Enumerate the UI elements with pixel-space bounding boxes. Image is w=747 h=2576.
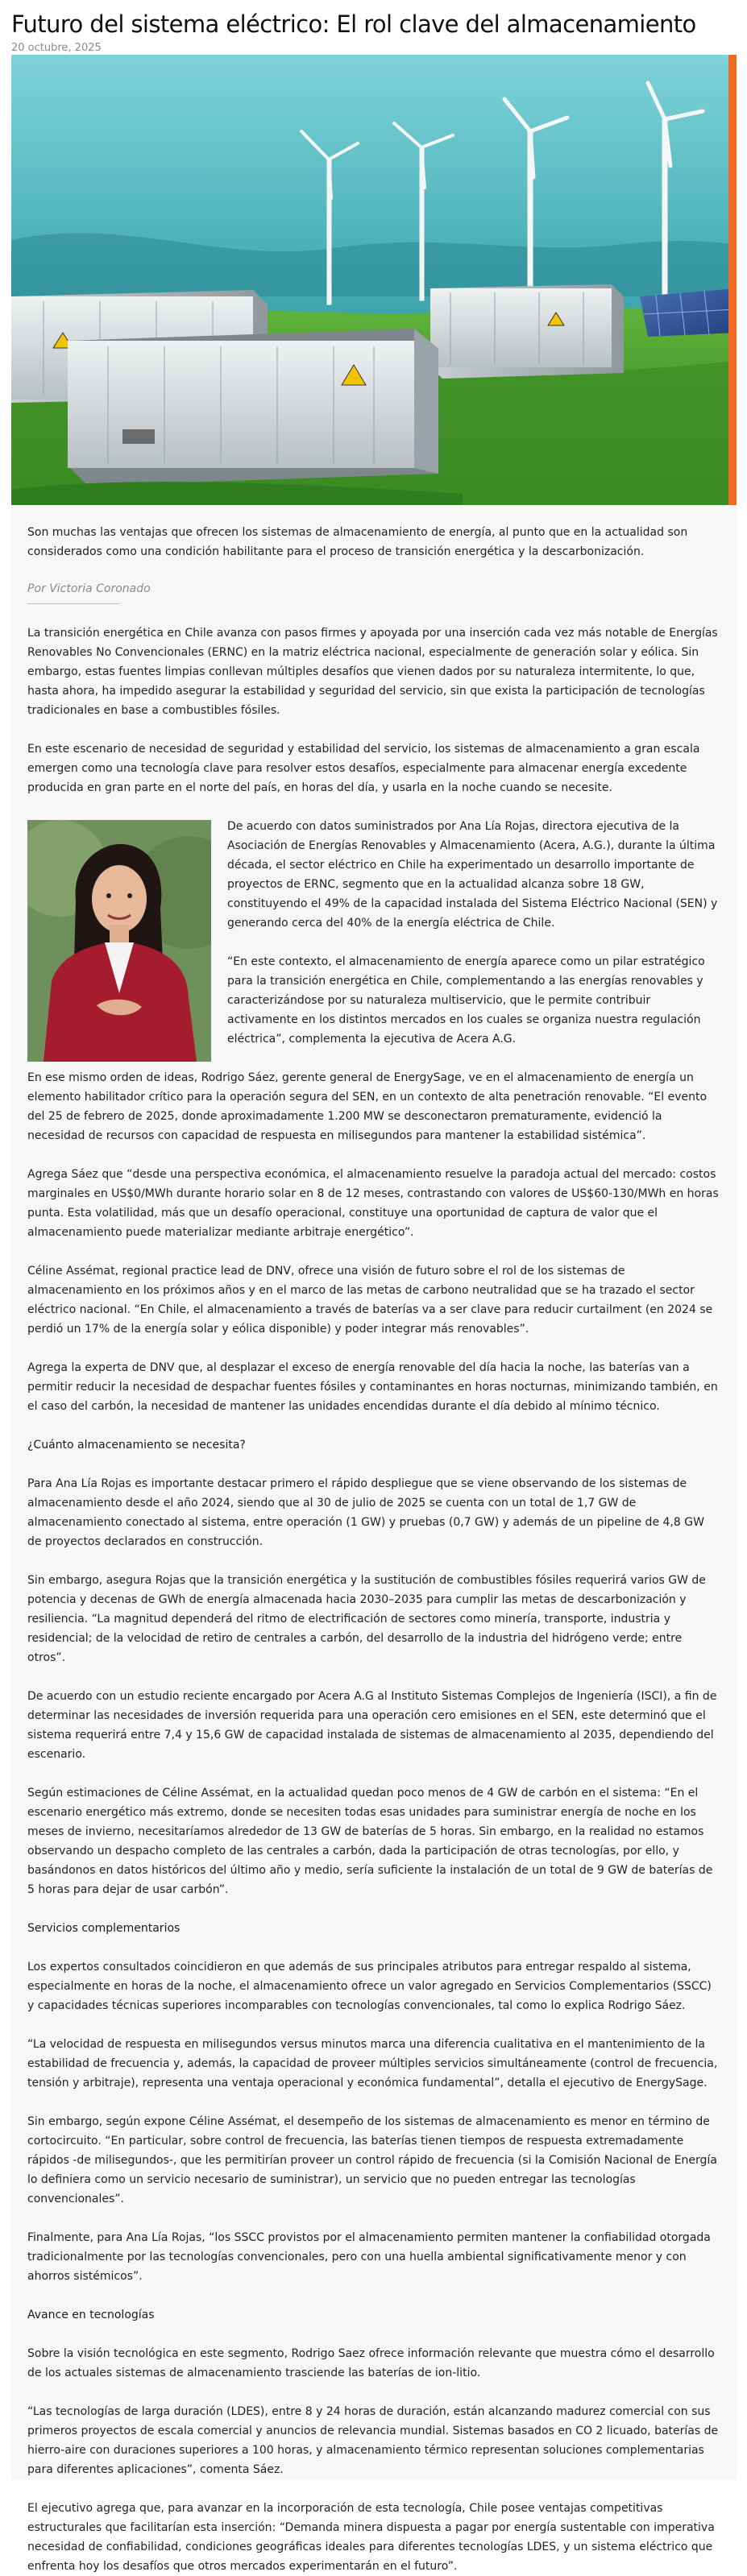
publish-date: 20 octubre, 2025 — [11, 42, 102, 54]
spokesperson-portrait-icon — [27, 820, 211, 1062]
paragraph: “La velocidad de respuesta en milisegundos versus minutos marca una diferencia cualitativa en el mantenimiento de la estabilidad de frecuencia y, además, la capacidad de proveer múltiples servicios simultáneamente (control de frecuencia, tensión y arbitraje), representa una ventaja operacional y económica fundamental”, detalla el ejecutivo de EnergySage. — [27, 2038, 718, 2089]
paragraph: Según estimaciones de Céline Assémat, en la actualidad quedan poco menos de 4 GW de carbón en el sistema: “En el escenario energético más extremo, donde se necesiten todas esas unidades para suministrar energía de noche en los meses de invierno, necesitaríamos alrededor de 13 GW de baterías de 5 horas. Sin embargo, en la realidad no estamos observando un despacho completo de las centrales a carbón, dada la participación de otras tecnologías, por ello, y basándonos en datos históricos del último año y medio, sería suficiente la instalación de un total de 9 GW de baterías de 5 horas para dejar de usar carbón”. — [27, 1787, 713, 1896]
byline-divider — [27, 603, 119, 604]
paragraph: Sin embargo, según expone Céline Assémat, el desempeño de los sistemas de almacenamiento es menor en término de cortocircuito. “En particular, sobre control de frecuencia, las baterías tienen tiempos de respuesta extremadamente rápidos -de milisegundos-, que les permitirían proveer un control rápido de frecuencia (si la Comisión Nacional de Energía lo definiera como un servicio necesario de suministrar), un servicio que no pueden entregar las tecnologías convencionales”. — [27, 2115, 717, 2205]
paragraph: Agrega Sáez que “desde una perspectiva económica, el almacenamiento resuelve la paradoja actual del mercado: costos marginales en US$0/MWh durante horario solar en 8 de 12 meses, contrastando con valores de US$60-130/MWh en horas punta. Esta volatilidad, más que un desafío operacional, constituye una oportunidad de captura de valor que el almacenamiento puede materializar mediante arbitraje energético”. — [27, 1168, 719, 1239]
hero-image — [11, 55, 737, 505]
byline: Por Victoria Coronado — [27, 582, 151, 595]
article-body — [11, 505, 737, 2573]
paragraph: En este escenario de necesidad de seguridad y estabilidad del servicio, los sistemas de almacenamiento a gran escala emergen como una tecnología clave para resolver estos desafíos, especialmente para almacenar energía excedente producida en gran parte en el norte del país, en horas del día, y usarla en la noche cuando se necesite. — [27, 743, 700, 794]
paragraph: Agrega la experta de DNV que, al desplazar el exceso de energía renovable del día hacia la noche, las baterías van a permitir reducir la necesidad de despachar fuentes fósiles y contaminantes en horas nocturnas, minimizando también, en el caso del carbón, la necesidad de mantener las unidades encendidas durante el día debido al mínimo técnico. — [27, 1361, 718, 1413]
accent-bar — [728, 55, 737, 505]
paragraph: Para Ana Lía Rojas es importante destacar primero el rápido despliegue que se viene observando de los sistemas de almacenamiento desde el año 2024, siendo que al 30 de julio de 2025 se cuenta con un total de 1,7 GW de almacenamiento conectado al sistema, entre operación (1 GW) y pruebas (0,7 GW) y además de un pipeline de 4,8 GW de proyectos declarados en construcción. — [27, 1477, 704, 1548]
paragraph: Los expertos consultados coincidieron en que además de sus principales atributos para entregar respaldo al sistema, especialmente en horas de la noche, el almacenamiento ofrece un valor agregado en Servicios Complementarios (SSCC) y capacidades técnicas superiores incomparables con tecnologías convencionales, tal como lo explica Rodrigo Sáez. — [27, 1961, 712, 2012]
section-heading: ¿Cuánto almacenamiento se necesita? — [27, 1439, 246, 1452]
battery-storage-wind-farm-illustration-icon — [11, 55, 737, 505]
section-heading: Avance en tecnologías — [27, 2309, 155, 2321]
paragraph: El ejecutivo agrega que, para avanzar en la incorporación de esta tecnología, Chile posee ventajas competitivas estructurales que facilitarían esta inserción: “Demanda minera dispuesta a pagar por energía sustentable con imperativa necesidad de confiabilidad, condiciones geográficas ideales para diferentes tecnologías LDES, y un sistema eléctrico que enfrenta hoy los desafíos que otros mercados experimentarán en el futuro”. — [27, 2502, 715, 2573]
paragraph: De acuerdo con un estudio reciente encargado por Acera A.G al Instituto Sistemas Complejos de Ingeniería (ISCI), a fin de determinar las necesidades de inversión requerida para una operación cero emisiones en el SEN, este determinó que el sistema requerirá entre 7,4 y 15,6 GW de capacidad instalada de sistemas de almacenamiento al 2035, dependiendo del escenario. — [27, 1690, 717, 1761]
paragraph: “En este contexto, el almacenamiento de energía aparece como un pilar estratégico para la transición energética en Chile, complementando a las energías renovables y caracterizándose por su naturaleza multiservicio, que le permite contribuir activamente en los distintos mercados en los cuales se organiza nuestra regulación eléctrica”, complementa la ejecutiva de Acera A.G. — [227, 955, 705, 1046]
article-lead: Son muchas las ventajas que ofrecen los sistemas de almacenamiento de energía, al punto que en la actualidad son considerados como una condición habilitante para el proceso de transición energética y la descarbonización. — [27, 526, 688, 558]
paragraph: “Las tecnologías de larga duración (LDES), entre 8 y 24 horas de duración, están alcanzando madurez comercial con sus primeros proyectos de escala comercial y anuncios de relevancia mundial. Sistemas basados en CO 2 licuado, baterías de hierro-aire con duraciones superiores a 100 horas, y almacenamiento térmico representan soluciones complementarias para diferentes aplicaciones”, comenta Sáez. — [27, 2405, 719, 2476]
page-title: Futuro del sistema eléctrico: El rol clave del almacenamiento — [11, 10, 696, 38]
article-header — [0, 0, 747, 54]
portrait-image — [27, 820, 211, 1062]
paragraph: Finalmente, para Ana Lía Rojas, “los SSCC provistos por el almacenamiento permiten mantener la confiabilidad otorgada tradicionalmente por las tecnologías convencionales, pero con una huella ambiental significativamente menor y con ahorros sistémicos”. — [27, 2231, 711, 2283]
paragraph: En ese mismo orden de ideas, Rodrigo Sáez, gerente general de EnergySage, ve en el almacenamiento de energía un elemento habilitador crítico para la operación segura del SEN, en un contexto de alta penetración renovable. “El evento del 25 de febrero de 2025, donde aproximadamente 1.200 MW se desconectaron prematuramente, evidenció la necesidad de recursos con capacidad de respuesta en milisegundos para mantener la estabilidad sistémica”. — [27, 1071, 708, 1142]
paragraph: Sobre la visión tecnológica en este segmento, Rodrigo Saez ofrece información relevante que muestra cómo el desarrollo de los actuales sistemas de almacenamiento trasciende las baterías de ion-litio. — [27, 2347, 715, 2379]
paragraph: Céline Assémat, regional practice lead de DNV, ofrece una visión de futuro sobre el rol de los sistemas de almacenamiento en los próximos años y en el marco de las metas de carbono neutralidad que se ha trazado el sector eléctrico nacional. “En Chile, el almacenamiento a través de baterías va a ser clave para reducir curtailment (en 2024 se perdió un 17% de la energía solar y eólica disponible) y poder integrar más renovables”. — [27, 1265, 713, 1336]
paragraph: De acuerdo con datos suministrados por Ana Lía Rojas, directora ejecutiva de la Asociación de Energías Renovables y Almacenamiento (Acera, A.G.), durante la última década, el sector eléctrico en Chile ha experimentado un desarrollo importante de proyectos de ERNC, segmento que en la actualidad alcanza sobre 18 GW, constituyendo el 49% de la capacidad instalada del Sistema Eléctrico Nacional (SEN) y generando cerca del 40% de la energía eléctrica de Chile. — [227, 820, 718, 930]
paragraph: La transición energética en Chile avanza con pasos firmes y apoyada por una inserción cada vez más notable de Energías Renovables No Convencionales (ERNC) en la matriz eléctrica nacional, especialmente de generación solar y eólica. Sin embargo, estas fuentes limpias conllevan múltiples desafíos que vienen dados por su naturaleza intermitente, lo que, hasta ahora, ha impedido asegurar la estabilidad y seguridad del servicio, sin que exista la participación de tecnologías tradicionales en base a combustibles fósiles. — [27, 627, 718, 717]
paragraph: Sin embargo, asegura Rojas que la transición energética y la sustitución de combustibles fósiles requerirá varios GW de potencia y decenas de GWh de energía almacenada hacia 2030–2035 para cumplir las metas de descarbonización y resiliencia. “La magnitud dependerá del ritmo de electrificación de sectores como minería, transporte, industria y residencial; de la velocidad de retiro de centrales a carbón, del desarrollo de la industria del hidrógeno verde; entre otros”. — [27, 1574, 706, 1664]
section-heading: Servicios complementarios — [27, 1922, 181, 1935]
